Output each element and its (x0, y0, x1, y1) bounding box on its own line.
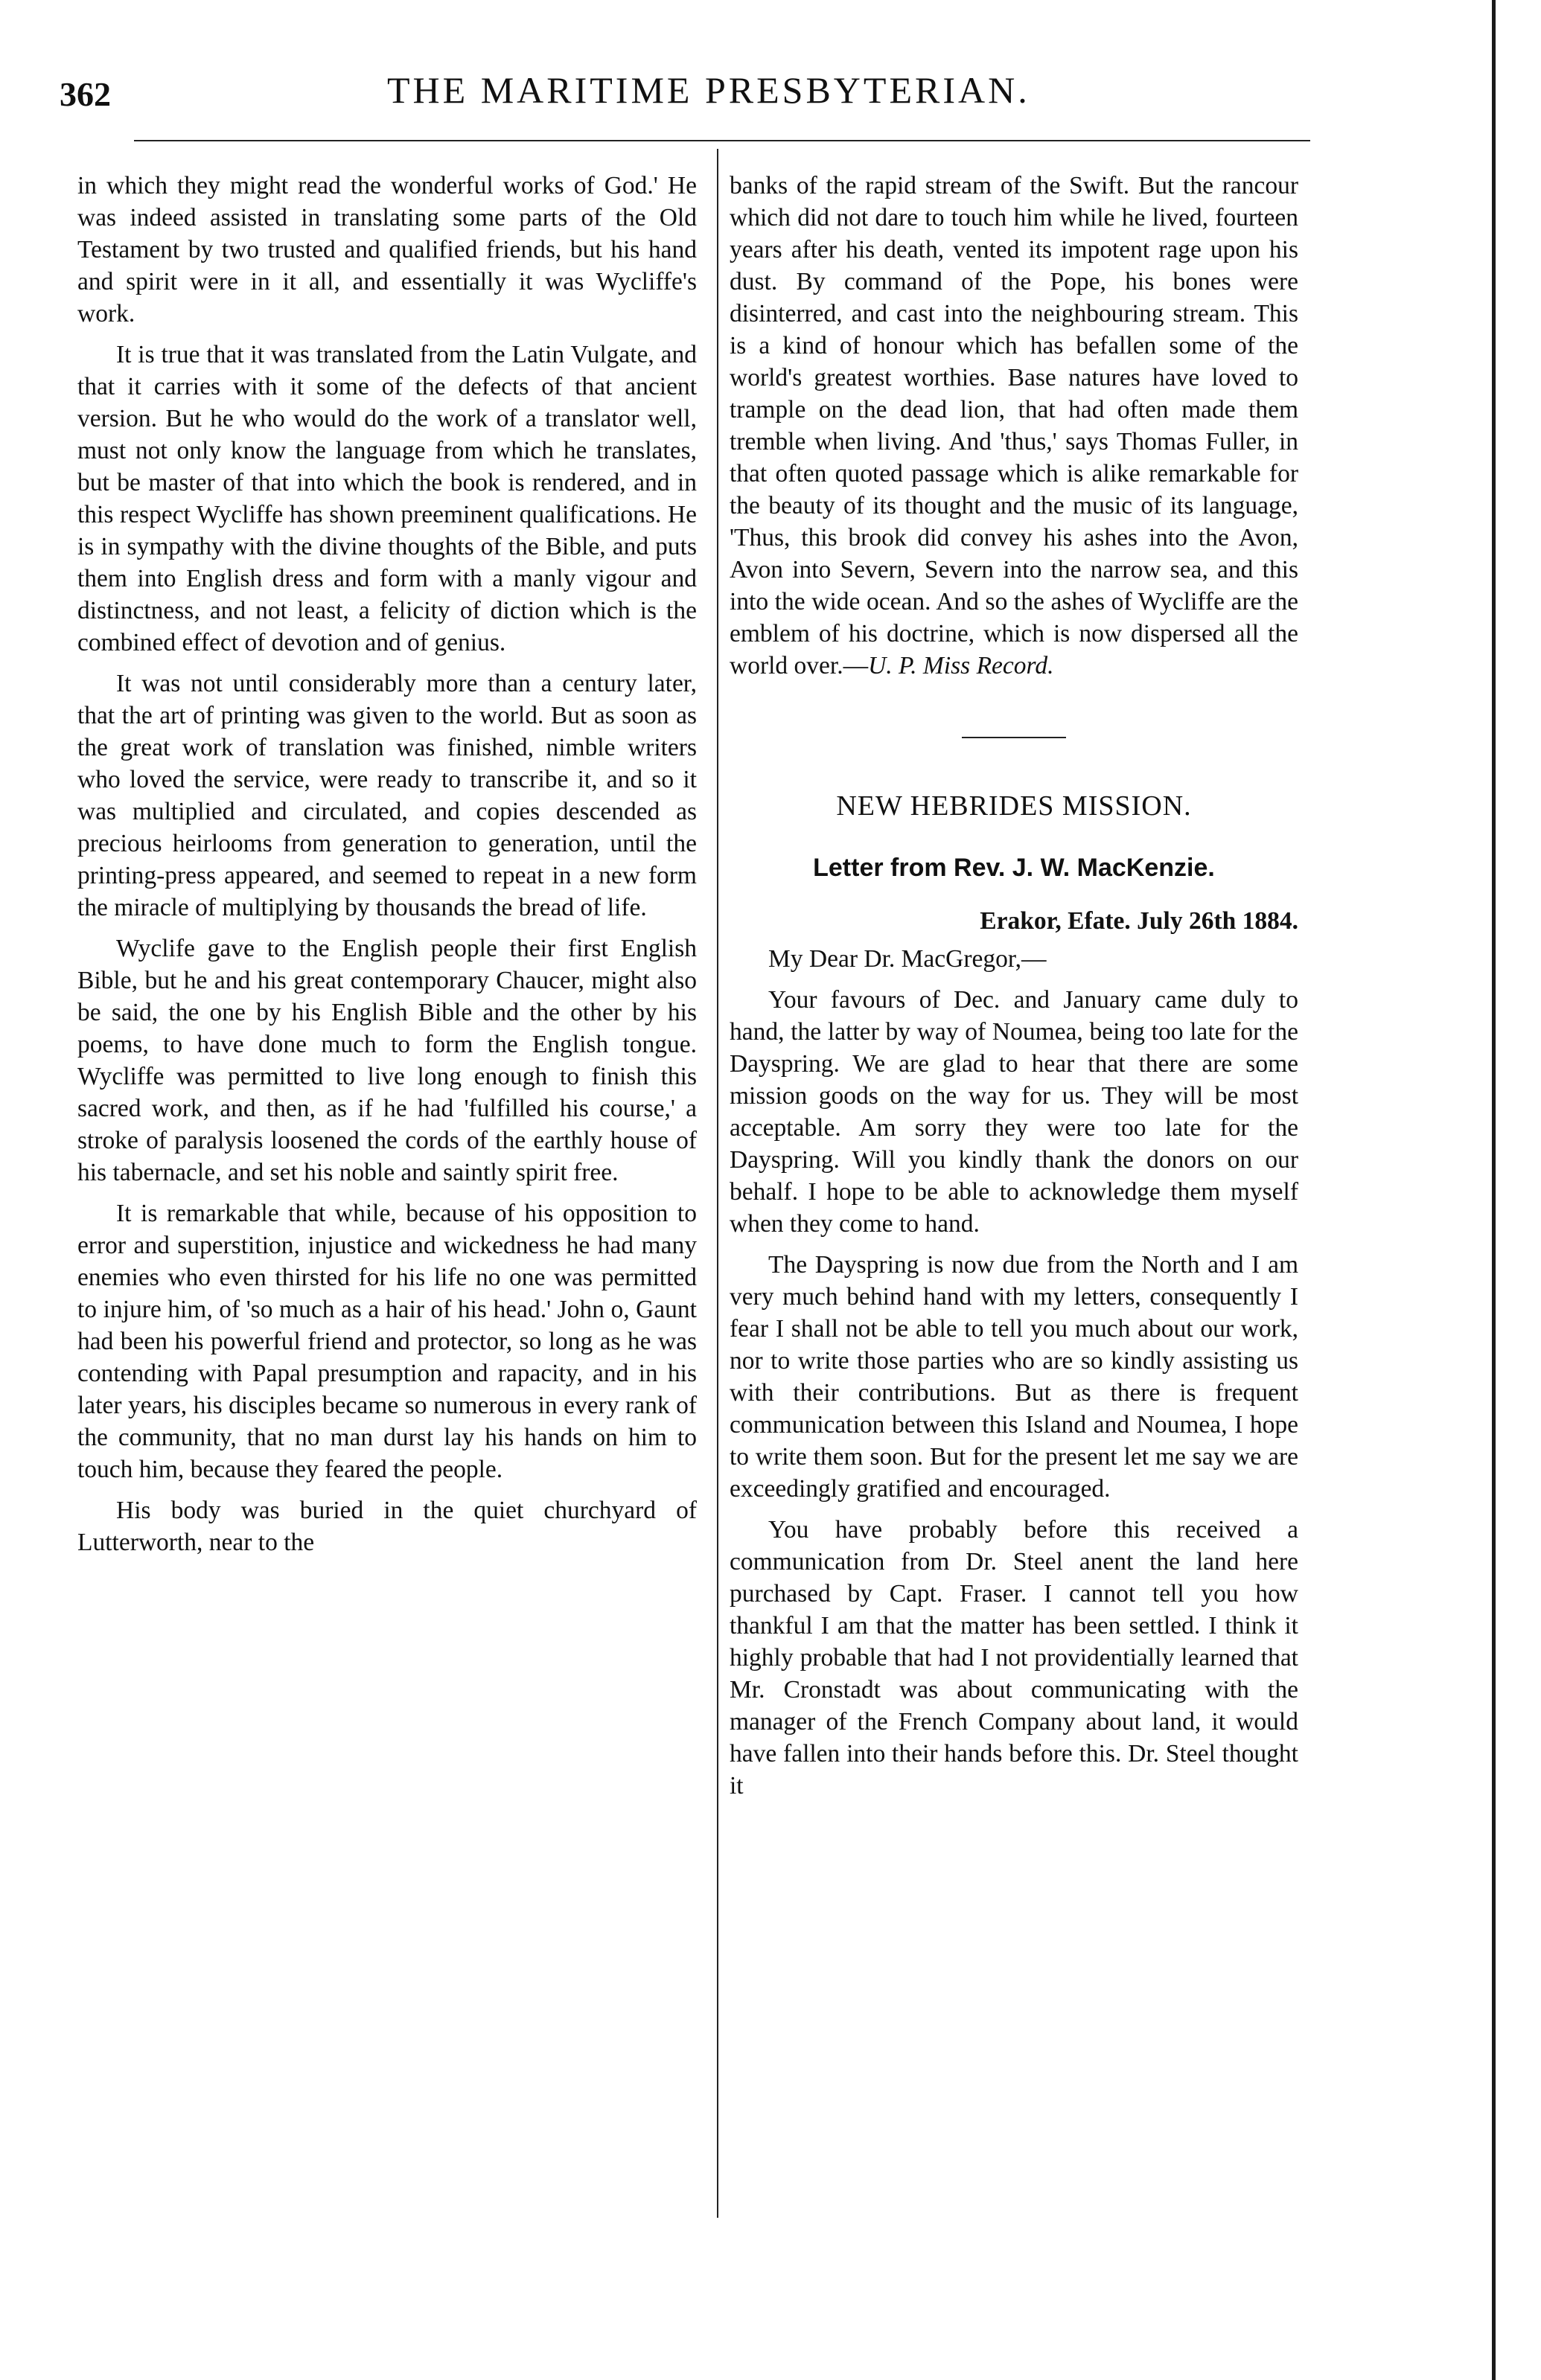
letter-heading: Letter from Rev. J. W. MacKenzie. (813, 854, 1215, 882)
continued-text: banks of the rapid stream of the Swift. But the rancour which did not dare to touch him while he lived, fourteen years after his death, vented its impotent rage upon his dust. By command of the Pope, his bones were disinterred, and cast into the neighbouring stream. This is a kind of honour which has befallen some of the world's greatest worthies. Base natures have loved to trample on the dead lion, that had often made them tremble when living. And 'thus,' says Thomas Fuller, in that often quoted passage which is alike remarkable for the beauty of its thought and the music of its language, 'Thus, this brook did convey his ashes into the Avon, Avon into Severn, Severn into the narrow sea, and this into the wide ocean. And so the ashes of Wycliffe are the emblem of his doctrine, which is now dispersed all the world over.— (730, 172, 1298, 679)
right-column (730, 170, 1298, 1811)
running-title: THE MARITIME PRESBYTERIAN. (387, 69, 1030, 111)
page-header (60, 68, 1325, 121)
letter-paragraph: You have probably before this received a communication from Dr. Steel anent the land here purchased by Capt. Fraser. I cannot tell you how thankful I am that the matter has been settled. I think it highly probable that had I not providentially learned that Mr. Cronstadt was about communicating with the manager of the French Company about land, it would have fallen into their hands before this. Dr. Steel thought it (730, 1516, 1298, 1800)
page-edge-rule (1492, 0, 1496, 2380)
section-heading: NEW HEBRIDES MISSION. (836, 790, 1192, 822)
column-divider (717, 149, 718, 2218)
article-paragraph: in which they might read the wonderful works of God.' He was indeed assisted in translating some parts of the Old Testament by two trusted and qualified friends, but his hand and spirit were in it all, and essentially it was Wycliffe's work. (77, 172, 697, 327)
letter-salutation: My Dear Dr. MacGregor,— (768, 945, 1047, 973)
letter-paragraph: The Dayspring is now due from the North and I am very much behind hand with my letters, consequently I fear I shall not be able to tell you much about our work, nor to write those parties who are so kindly assisting us with their contributions. But as there is frequent communication between this Island and Noumea, I hope to write them soon. But for the present let me say we are exceedingly gratified and encouraged. (730, 1251, 1298, 1503)
header-rule (134, 140, 1310, 141)
article-paragraph: It is true that it was translated from the Latin Vulgate, and that it carries with it some of the defects of that ancient version. But he who would do the work of a translator well, must not only know the language from which he translates, but be master of that into which the book is rendered, and in this respect Wycliffe has shown preeminent qualifications. He is in sympathy with the divine thoughts of the Bible, and puts them into English dress and form with a manly vigour and distinctness, and not least, a felicity of diction which is the combined effect of devotion and of genius. (77, 341, 697, 656)
article-paragraph: It is remarkable that while, because of his opposition to error and superstition, injustice and wickedness he had many enemies who even thirsted for his life no one was permitted to injure him, of 'so much as a hair of his head.' John o, Gaunt had been his powerful friend and protector, so long as he was contending with Papal presumption and rapacity, and in his later years, his disciples became so numerous in every rank of the community, that no man durst lay his hands on him to touch him, because they feared the people. (77, 1200, 697, 1483)
section-rule (962, 737, 1066, 738)
letter-dateline: Erakor, Efate. July 26th 1884. (980, 907, 1298, 935)
letter-paragraph: Your favours of Dec. and January came duly to hand, the latter by way of Noumea, being too late for the Dayspring. We are glad to hear that there are some mission goods on the way for us. They will be most acceptable. Am sorry they were too late for the Dayspring. Will you kindly thank the donors on our behalf. I hope to be able to acknowledge them myself when they come to hand. (730, 986, 1298, 1238)
article-paragraph: It was not until considerably more than a century later, that the art of printing was given to the world. But as soon as the great work of translation was finished, nimble writers who loved the service, were ready to transcribe it, and so it was multiplied and circulated, and copies descended as precious heirlooms from generation to generation, until the printing-press appeared, and seemed to repeat in a new form the miracle of multiplying by thousands the bread of life. (77, 670, 697, 921)
article-continuation (730, 170, 1298, 682)
left-column (77, 170, 697, 1567)
article-source: U. P. Miss Record. (868, 652, 1054, 679)
article-paragraph: His body was buried in the quiet churchyard of Lutterworth, near to the (77, 1497, 697, 1556)
page-number: 362 (60, 75, 111, 113)
article-paragraph: Wyclife gave to the English people their first English Bible, but he and his great contemporary Chaucer, might also be said, the one by his English Bible and the other by his poems, to have done much to form the English tongue. Wycliffe was permitted to live long enough to finish this sacred work, and then, as if he had 'fulfilled his course,' a stroke of paralysis loosened the cords of the earthly house of his tabernacle, and set his noble and saintly spirit free. (77, 935, 697, 1186)
